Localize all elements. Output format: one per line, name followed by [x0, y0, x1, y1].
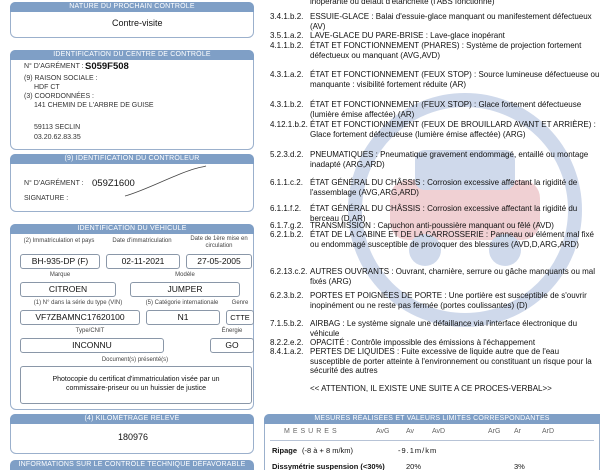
defect-code: 6.1.7.g.2.: [270, 221, 304, 230]
next-visit-value: Contre-visite: [112, 18, 163, 28]
defect-item: [270, 347, 600, 376]
defect-item: [270, 12, 600, 31]
controller-agreement-label: N° D'AGRÉMENT :: [24, 180, 84, 187]
defect-code: 3.5.1.a.2.: [270, 31, 304, 40]
type-label: Type/CNIT: [75, 328, 105, 334]
raison-label: (9) RAISON SOCIALE :: [24, 75, 98, 82]
energy-label: Énergie: [221, 328, 243, 334]
docs-text-line1: Photocopie du certificat d'immatriculation visée par un: [52, 376, 220, 383]
defect-text: PNEUMATIQUES : Pneumatique gravement endommagé, entaillé ou montage inadapté (ARG,ARD): [310, 150, 589, 169]
defect-item: [270, 319, 600, 338]
reg-value: BH-935-DP (F): [20, 254, 100, 269]
brand-value: CITROEN: [20, 282, 116, 297]
defect-text: ÉTAT ET FONCTIONNEMENT (PHARES) : Système de projection fortement défectueux ou manquant (AVG,AVD): [310, 41, 582, 60]
defect-text: ESSUIE-GLACE : Balai d'essuie-glace manquant ou manifestement défectueux (AV): [310, 12, 592, 31]
defect-text: PERTES DE LIQUIDES : Fuite excessive de liquide autre que de l'eau susceptible de porter atteinte à l'environnement ou constituant un risque pour la sécurité des autres: [310, 347, 592, 376]
defect-code: 3.4.1.b.2.: [270, 12, 304, 21]
brand-label: Marque: [49, 272, 71, 278]
category-value: N1: [146, 310, 220, 325]
genre-value: CTTE: [226, 310, 254, 325]
defect-text: ÉTAT ET FONCTIONNEMENT (FEUX DE BROUILLARD AVANT ET ARRIÈRE) : Glace fortement défectueuse (lumière émise affectée) (ARG): [310, 120, 596, 139]
defect-code: 6.2.3.b.2.: [270, 291, 304, 300]
first-date-label: Date de 1ère mise en circulation: [190, 236, 248, 249]
raison-value: HDF CT: [34, 84, 60, 91]
defect-code: 5.2.3.d.2.: [270, 150, 304, 159]
vin-value: VF7ZBAMNC17620100: [20, 310, 140, 325]
ripage-value: -9.1m/km: [398, 446, 438, 455]
first-date-value: 27-05-2005: [186, 254, 252, 269]
defect-text: TRANSMISSION : Capuchon anti-poussière manquant ou fêlé (AVD): [310, 221, 554, 230]
address-line2: 59113 SECLIN: [34, 124, 81, 131]
info-header: INFORMATIONS SUR LE CONTRÔLE TECHNIQUE DÉFAVORABLE: [10, 460, 254, 470]
row2-av: 20%: [406, 462, 422, 470]
measures-header: MESURES RÉALISÉES ET VALEURS LIMITES CORRESPONDANTES: [264, 414, 600, 424]
defect-item: [270, 0, 600, 7]
vehicle-header: IDENTIFICATION DU VÉHICULE: [10, 224, 254, 234]
centre-header: IDENTIFICATION DU CENTRE DE CONTRÔLE: [10, 50, 254, 60]
centre-phone: 03.20.62.83.35: [34, 134, 81, 141]
measures-col-avd: AvD: [432, 428, 446, 435]
measures-divider: [270, 440, 594, 441]
defect-text: ÉTAT ET FONCTIONNEMENT (FEUX STOP) : Source lumineuse défectueuse ou manquante : visibilité fortement réduite (AR): [310, 70, 600, 89]
defect-code: 4.1.1.b.2.: [270, 41, 304, 50]
measures-col-avg: AvG: [376, 428, 390, 435]
next-visit-header: NATURE DU PROCHAIN CONTRÔLE: [10, 2, 254, 12]
category-label: (5) Catégorie internationale: [145, 300, 219, 306]
defect-text: AIRBAG : Le système signale une défaillance via l'interface électronique du véhicule: [310, 319, 578, 338]
reg-label: (2) Immatriculation et pays: [23, 238, 95, 244]
energy-value: GO: [210, 338, 254, 353]
defect-item: [270, 267, 600, 286]
defect-code: 4.12.1.b.2.: [270, 120, 308, 129]
defect-text: PORTES ET POIGNÉES DE PORTE : Une portière est susceptible de s'ouvrir inopinément ou ne reste pas fermée (portes coulissantes) (D): [310, 291, 587, 310]
row2-ar: 3%: [514, 462, 525, 470]
reg-date-value: 02-11-2021: [106, 254, 180, 269]
defect-item: [270, 41, 600, 60]
signature-label: SIGNATURE :: [24, 195, 69, 202]
defect-text: ÉTAT ET FONCTIONNEMENT (FEUX STOP) : Glace fortement défectueuse (lumière émise affectée) (AR): [310, 100, 582, 119]
defect-text: << ATTENTION, IL EXISTE UNE SUITE A CE PROCES-VERBAL>>: [310, 384, 552, 393]
defect-item: [270, 150, 600, 169]
address-line1: 141 CHEMIN DE L'ARBRE DE GUISE: [34, 102, 154, 109]
defect-text: ÉTAT GÉNÉRAL DU CHÂSSIS : Corrosion excessive affectant la rigidité du berceau (D,AR): [310, 204, 578, 223]
controller-agreement-value: 059Z1600: [92, 178, 135, 189]
centre-agreement-label: N° D'AGRÉMENT :: [24, 63, 84, 70]
docs-label: Document(s) présenté(s): [101, 357, 169, 363]
defect-item: [270, 291, 600, 310]
defect-code: 4.3.1.b.2.: [270, 100, 304, 109]
signature-scribble: [120, 164, 210, 204]
measures-col-av: Av: [406, 428, 415, 435]
defect-item: [270, 230, 600, 249]
defect-code: 7.1.5.b.2.: [270, 319, 304, 328]
measures-col-arg: ArG: [488, 428, 501, 435]
defect-code: 8.2.2.e.2.: [270, 338, 304, 347]
defect-item: [270, 120, 600, 139]
type-value: INCONNU: [20, 338, 164, 353]
row2-label: Dissymétrie suspension (<30%): [272, 462, 385, 470]
defect-text: AUTRES OUVRANTS : Ouvrant, charnière, serrure ou gâche manquants ou mal fixés (ARG): [310, 267, 596, 286]
defect-code: 6.2.1.b.2.: [270, 230, 304, 239]
defect-item: [270, 100, 600, 119]
defect-code: 8.4.1.a.2.: [270, 347, 304, 356]
defect-text: ÉTAT DE LA CABINE ET DE LA CARROSSERIE : Panneau ou élément mal fixé ou endommagé susceptible de provoquer des blessures (AVD,D,ARG,ARD): [310, 230, 594, 249]
centre-agreement-value: S059F508: [85, 61, 129, 72]
docs-text-line2: commissaire-priseur ou un huissier de justice: [65, 385, 207, 392]
defect-text: inopérante ou défaut d'étanchéité (l'ABS fonctionne): [310, 0, 495, 6]
defect-code: 6.1.1.f.2.: [270, 204, 302, 213]
vin-label: (1) N° dans la série du type (VIN): [33, 300, 123, 306]
km-value: 180976: [118, 432, 149, 442]
ripage-limit: (-8 à + 8 m/km): [302, 446, 354, 455]
km-header: (4) KILOMÉTRAGE RELEVÉ: [10, 414, 254, 424]
defect-text: ÉTAT GÉNÉRAL DU CHÂSSIS : Corrosion excessive affectant la rigidité de l'assemblage (AVG,ARG,ARD): [310, 178, 578, 197]
defect-code: 4.3.1.a.2.: [270, 70, 304, 79]
defect-item: [270, 178, 600, 197]
coord-label: (3) COORDONNÉES :: [24, 93, 95, 100]
defect-item: [270, 384, 600, 394]
model-label: Modèle: [175, 272, 195, 278]
model-value: JUMPER: [130, 282, 240, 297]
defect-item: [270, 70, 600, 89]
defect-code: 6.2.13.c.2.: [270, 267, 308, 276]
defect-code: 6.1.1.c.2.: [270, 178, 303, 187]
measures-col-ar: Ar: [514, 428, 521, 435]
controller-header: (9) IDENTIFICATION DU CONTRÔLEUR: [10, 154, 254, 164]
defect-text: OPACITÉ : Contrôle impossible des émissions à l'échappement: [310, 338, 536, 347]
defect-item: [270, 31, 600, 41]
reg-date-label: Date d'immatriculation: [112, 238, 172, 244]
measures-col-title: MESURES: [284, 428, 340, 435]
genre-label: Genre: [231, 300, 249, 306]
defect-text: LAVE-GLACE DU PARE-BRISE : Lave-glace inopérant: [310, 31, 505, 40]
ripage-label: Ripage: [272, 446, 298, 455]
measures-col-ard: ArD: [542, 428, 555, 435]
